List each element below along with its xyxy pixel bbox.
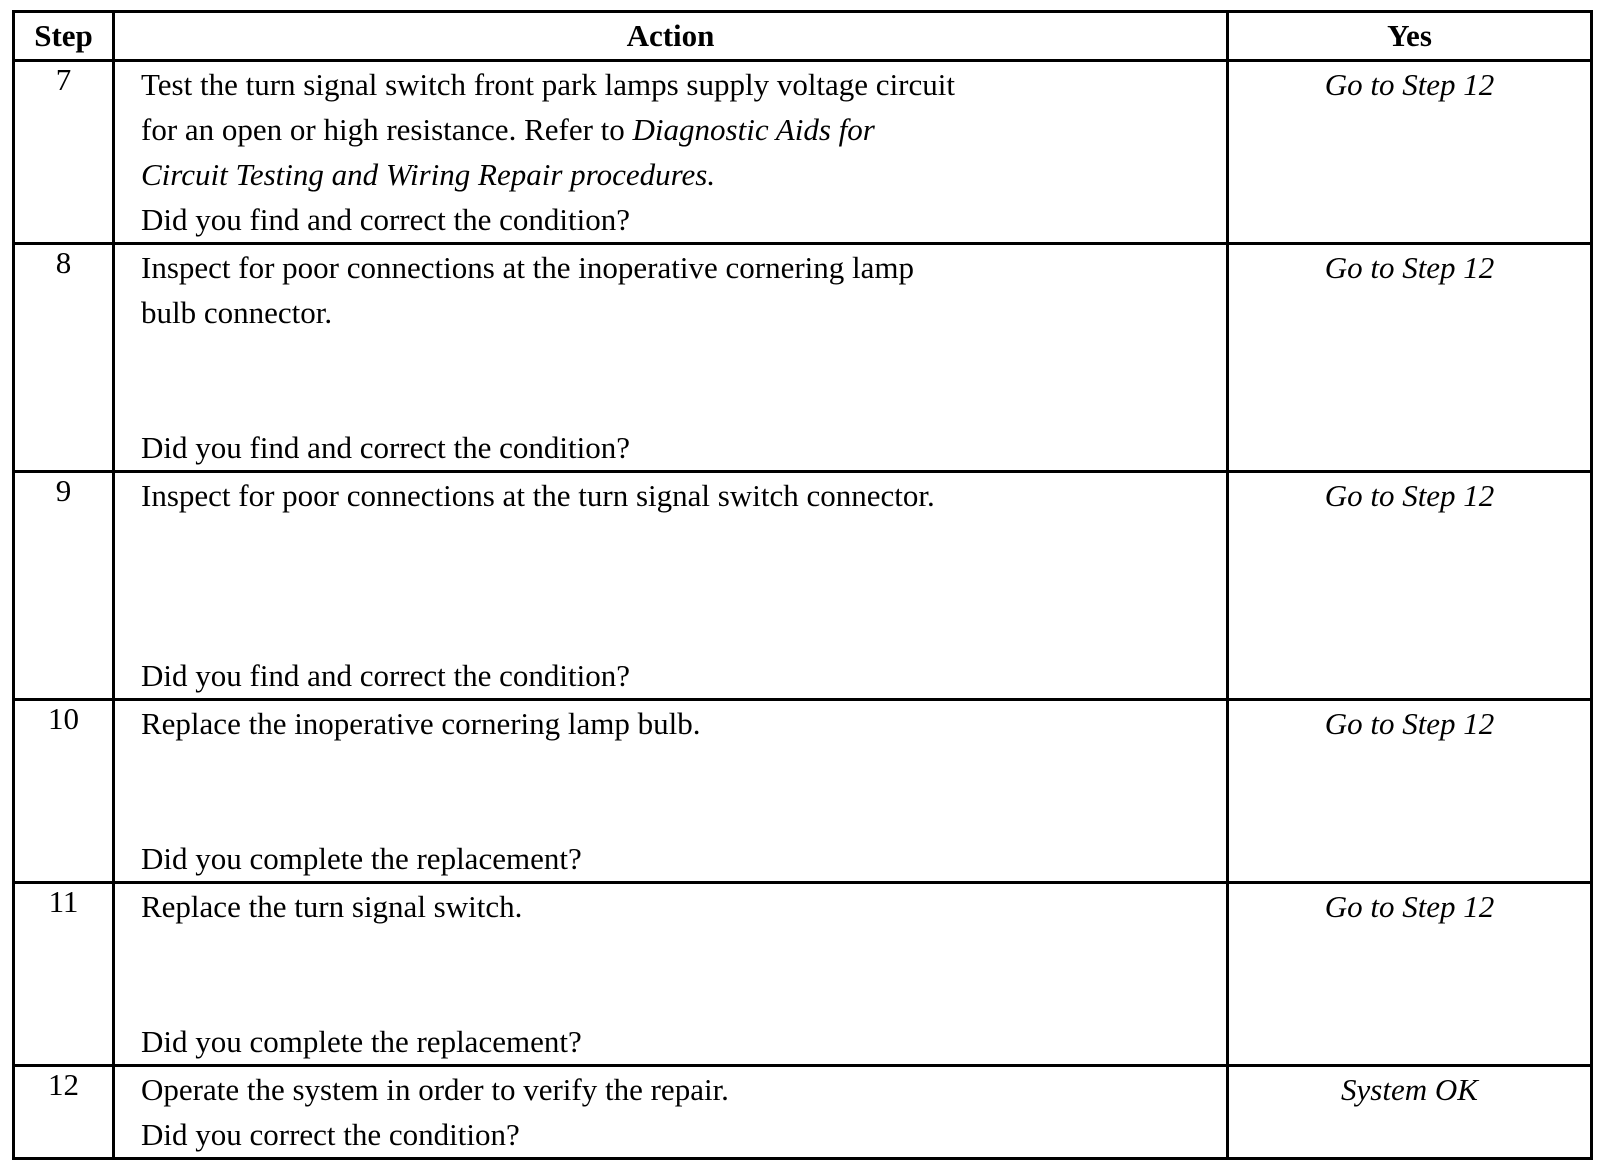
action-line: bulb connector. (141, 295, 333, 330)
action-cell (114, 472, 1228, 700)
action-question: Did you complete the replacement? (141, 841, 582, 876)
header-row (14, 12, 1592, 61)
action-question: Did you find and correct the condition? (141, 430, 630, 465)
action-cell (114, 1066, 1228, 1159)
diagnostic-table (12, 10, 1593, 1160)
action-text (141, 245, 1226, 335)
yes-cell (1228, 61, 1592, 244)
action-line: Inspect for poor connections at the inoperative cornering lamp (141, 250, 915, 285)
header-yes: Yes (1228, 12, 1592, 61)
action-question: Did you correct the condition? (141, 1117, 520, 1152)
diagnostic-page (12, 10, 1590, 1160)
reference-link-text: Diagnostic Aids for (632, 112, 875, 147)
action-question: Did you find and correct the condition? (141, 202, 630, 237)
action-cell (114, 700, 1228, 883)
table-row (14, 472, 1592, 700)
yes-cell (1228, 1066, 1592, 1159)
action-cell (114, 61, 1228, 244)
yes-result: Go to Step 12 (1324, 478, 1495, 513)
action-line: Replace the turn signal switch. (141, 889, 523, 924)
action-cell (114, 244, 1228, 472)
yes-cell (1228, 700, 1592, 883)
yes-cell (1228, 244, 1592, 472)
action-line: Test the turn signal switch front park lamps supply voltage circuit (141, 67, 955, 102)
yes-result: System OK (1341, 1072, 1478, 1107)
action-line: Replace the inoperative cornering lamp bulb. (141, 706, 701, 741)
table-row (14, 700, 1592, 883)
table-row (14, 883, 1592, 1066)
table-row (14, 1066, 1592, 1159)
step-number: 10 (14, 700, 114, 883)
action-line: Inspect for poor connections at the turn signal switch connector. (141, 478, 935, 513)
reference-link-text: Circuit Testing and Wiring Repair procedures. (141, 157, 716, 192)
yes-cell (1228, 472, 1592, 700)
step-number: 11 (14, 883, 114, 1066)
action-text (141, 1067, 1226, 1112)
action-text (141, 701, 1226, 746)
step-number: 12 (14, 1066, 114, 1159)
step-number: 7 (14, 61, 114, 244)
action-line (141, 107, 1226, 152)
action-question: Did you find and correct the condition? (141, 658, 630, 693)
yes-result: Go to Step 12 (1324, 67, 1495, 102)
action-text (141, 473, 1226, 518)
step-number: 8 (14, 244, 114, 472)
action-text (141, 884, 1226, 929)
action-line: Operate the system in order to verify the repair. (141, 1072, 729, 1107)
action-question: Did you complete the replacement? (141, 1024, 582, 1059)
table-row (14, 244, 1592, 472)
action-text (141, 62, 1226, 197)
table-row (14, 61, 1592, 244)
yes-cell (1228, 883, 1592, 1066)
step-number: 9 (14, 472, 114, 700)
yes-result: Go to Step 12 (1324, 250, 1495, 285)
header-action: Action (114, 12, 1228, 61)
header-step: Step (14, 12, 114, 61)
yes-result: Go to Step 12 (1324, 889, 1495, 924)
yes-result: Go to Step 12 (1324, 706, 1495, 741)
action-text-plain: for an open or high resistance. Refer to (141, 112, 633, 147)
action-cell (114, 883, 1228, 1066)
